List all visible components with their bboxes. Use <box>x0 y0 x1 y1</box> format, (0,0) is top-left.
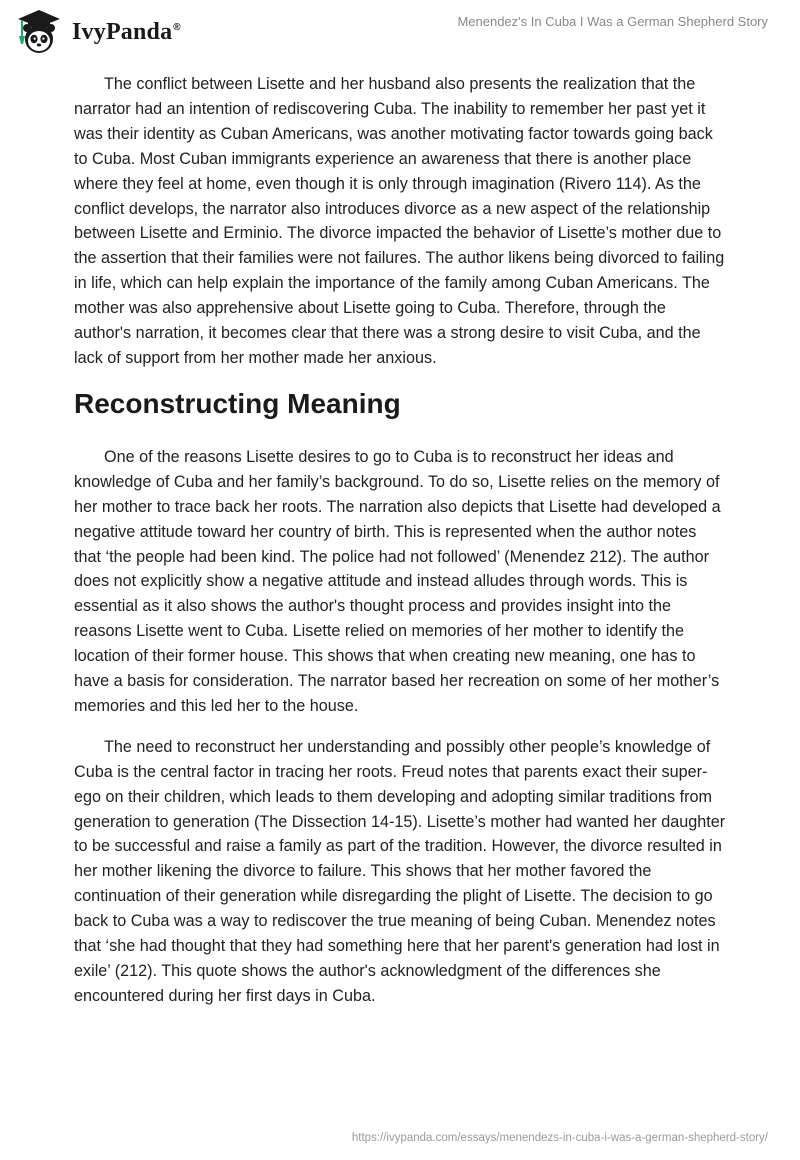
logo-text: IvyPanda® <box>72 18 181 45</box>
registered-mark: ® <box>173 21 181 33</box>
paragraph-3: The need to reconstruct her understanding and possibly other people’s knowledge of Cuba is the central factor in tracing her roots. Freud notes that parents exact their super-ego on their children, which leads to them developing and adopting similar traditions from generation to generation (The Dissection 14-15). Lisette’s mother had wanted her daughter to be successful and raise a family as part of the tradition. However, the divorce resulted in her mother likening the divorce to failure. This shows that her mother favored the continuation of their generation while disregarding the plight of Lisette. The decision to go back to Cuba was a way to rediscover the true meaning of being Cuban. Menendez notes that ‘she had thought that they had something here that her parent's generation had lost in exile’ (212). This quote shows the author's acknowledgment of the differences she encountered during her first days in Cuba. <box>74 737 726 1005</box>
section-heading: Reconstructing Meaning <box>74 387 401 419</box>
paragraph-1: The conflict between Lisette and her husband also presents the realization that the narrator had an intention of rediscovering Cuba. The inability to remember her past yet it was their identity as Cuban Americans, was another motivating factor towards going back to Cuba. Most Cuban immigrants experience an awareness that there is another place where they feel at home, even though it is only through imagination (Rivero 114). As the conflict develops, the narrator also introduces divorce as a new aspect of the relationship between Lisette and Erminio. The divorce impacted the behavior of Lisette’s mother due to the assertion that their families were not failures. The author likens being divorced to failing in life, which can help explain the importance of the family among Cuban Americans. The mother was also apprehensive about Lisette going to Cuba. Therefore, through the author's narration, it becomes clear that there was a strong desire to visit Cuba, and the lack of support from her mother made her anxious. <box>74 75 725 367</box>
source-url[interactable]: https://ivypanda.com/essays/menendezs-in-cuba-i-was-a-german-shepherd-story/ <box>351 1132 768 1144</box>
paragraph-2: One of the reasons Lisette desires to go to Cuba is to reconstruct her ideas and knowledge of Cuba and her family’s background. To do so, Lisette relies on the memory of her mother to trace back her roots. The narration also depicts that Lisette had developed a negative attitude toward her country of birth. This is represented when the author notes that ‘the people had been kind. The police had not followed’ (Menendez 212). The author does not explicitly show a negative attitude and instead alludes through words. This is essential as it also shows the author's thought process and provides insight into the reasons Lisette went to Cuba. Lisette relied on memories of her mother to identify the location of their former house. This shows that when creating new meaning, one has to have a basis for consideration. The narrator based her recreation on some of her mother’s memories and this led her to the house. <box>74 447 721 715</box>
document-title: Menendez's In Cuba I Was a German Shepherd Story <box>457 14 768 29</box>
ivypanda-logo[interactable] <box>14 8 181 56</box>
essay-content <box>74 72 726 1025</box>
panda-graduate-icon <box>14 8 64 56</box>
page-header <box>0 0 800 70</box>
